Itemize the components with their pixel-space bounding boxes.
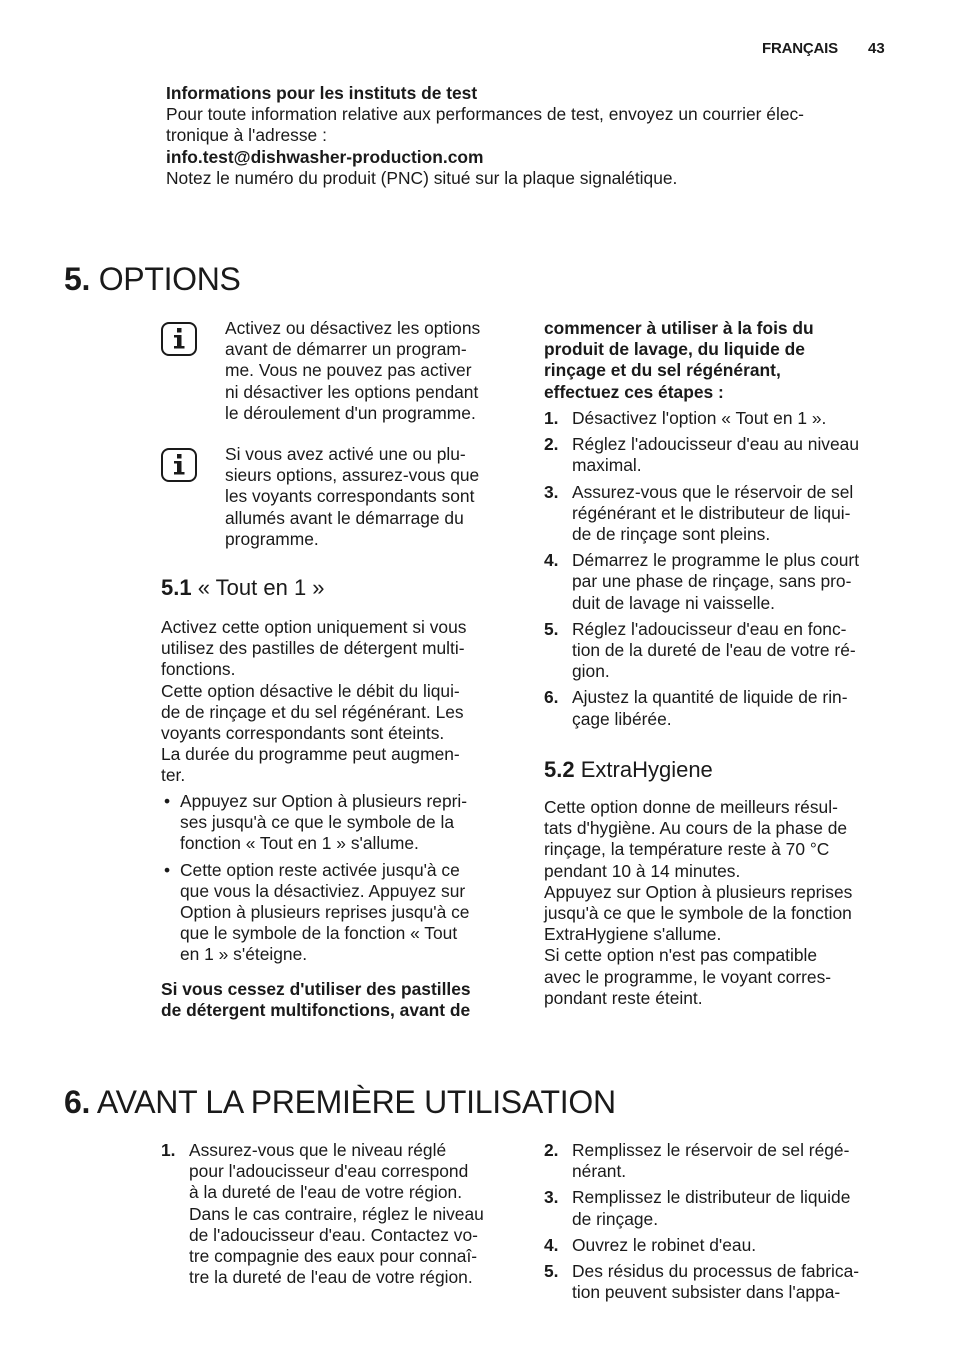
- note-line: sieurs options, assurez-vous que: [225, 465, 480, 486]
- item-line: pour l'adoucisseur d'eau correspond: [189, 1161, 469, 1182]
- paragraph-line: voyants correspondants sont éteints.: [161, 723, 445, 744]
- step-number: 1.: [544, 408, 559, 428]
- step-item: [544, 482, 904, 546]
- item-line: Ajustez la quantité de liquide de rin-: [572, 687, 848, 708]
- test-info-block: [166, 83, 906, 189]
- item-line: tion de la dureté de l'eau de votre ré-: [572, 640, 856, 661]
- bullet-marker: •: [164, 791, 171, 811]
- item-line: par une phase de rinçage, sans pro-: [572, 571, 852, 592]
- step-item: [161, 1140, 521, 1288]
- item-line: Dans le cas contraire, réglez le niveau: [189, 1203, 484, 1224]
- step-number: 1.: [161, 1140, 176, 1160]
- note-line: Activez ou désactivez les options: [225, 318, 481, 338]
- item-line: à la dureté de l'eau de votre région.: [189, 1182, 463, 1203]
- item-line: fonction « Tout en 1 » s'allume.: [180, 833, 419, 854]
- item-line: Des résidus du processus de fabrica-: [572, 1261, 860, 1282]
- note-line: avant de démarrer un program-: [225, 339, 467, 360]
- step-item: [544, 1140, 904, 1182]
- item-line: Ouvrez le robinet d'eau.: [572, 1234, 757, 1255]
- note-line: programme.: [225, 528, 319, 549]
- step-number: 6.: [544, 687, 559, 708]
- test-email[interactable]: info.test@dishwasher-production.com: [166, 146, 484, 167]
- info-icon: [161, 322, 197, 356]
- note-line: Si vous avez activé une ou plu-: [225, 444, 466, 464]
- subsection-5-1-heading: [161, 574, 325, 602]
- paragraph-line: ter.: [161, 765, 186, 786]
- section-title: AVANT LA PREMIÈRE UTILISATION: [96, 1084, 616, 1120]
- paragraph-line: Cette option donne de meilleurs résul-: [544, 797, 838, 817]
- step-item: [544, 1187, 904, 1229]
- test-info-line: Notez le numéro du produit (PNC) situé sur la plaque signalétique.: [166, 167, 678, 188]
- item-line: gion.: [572, 661, 610, 682]
- paragraph-line: fonctions.: [161, 659, 236, 680]
- note-line: me. Vous ne pouvez pas activer: [225, 360, 472, 381]
- item-line: de l'adoucisseur d'eau. Contactez vo-: [189, 1224, 478, 1245]
- paragraph-line: utilisez des pastilles de détergent multi-: [161, 638, 465, 659]
- item-line: que le symbole de la fonction « Tout: [180, 923, 458, 944]
- section-number: 5.: [64, 261, 91, 297]
- info-note: [225, 318, 525, 424]
- bold-line: produit de lavage, du liquide de: [544, 339, 805, 360]
- step-item: [544, 1235, 904, 1256]
- item-line: régénérant et le distributeur de liqui-: [572, 502, 851, 523]
- paragraph-line: jusqu'à ce que le symbole de la fonction: [544, 903, 852, 924]
- item-line: Réglez l'adoucisseur d'eau au niveau: [572, 434, 860, 455]
- item-line: Remplissez le réservoir de sel régé-: [572, 1140, 850, 1160]
- step-number: 5.: [544, 618, 559, 639]
- bullet-item: [161, 791, 521, 855]
- steps-list: [161, 1140, 521, 1293]
- item-line: nérant.: [572, 1161, 627, 1182]
- paragraph-line: La durée du programme peut augmen-: [161, 744, 460, 765]
- item-line: Désactivez l'option « Tout en 1 ».: [572, 408, 827, 428]
- step-number: 2.: [544, 1140, 559, 1160]
- note-line: ni désactiver les options pendant: [225, 381, 479, 402]
- item-line: Réglez l'adoucisseur d'eau en fonc-: [572, 618, 847, 639]
- test-info-line: tronique à l'adresse :: [166, 125, 327, 146]
- item-line: en 1 » s'éteigne.: [180, 944, 308, 965]
- subsection-number: 5.2: [544, 757, 575, 782]
- item-line: tre compagnie des eaux pour connaî-: [189, 1246, 478, 1267]
- item-line: Remplissez le distributeur de liquide: [572, 1187, 851, 1208]
- note-line: les voyants correspondants sont: [225, 486, 475, 507]
- section-title: OPTIONS: [98, 261, 241, 297]
- subsection-5-2-heading: [544, 756, 713, 784]
- item-line: maximal.: [572, 455, 642, 476]
- page-number: 43: [868, 40, 885, 57]
- paragraph-line: pondant reste éteint.: [544, 987, 703, 1008]
- subsection-paragraph: [161, 617, 521, 787]
- step-number: 3.: [544, 1187, 559, 1208]
- paragraph-line: rinçage, la température reste à 70 °C: [544, 839, 830, 860]
- step-number: 3.: [544, 481, 559, 502]
- paragraph-line: avec le programme, le voyant corres-: [544, 966, 832, 987]
- step-number: 2.: [544, 434, 559, 455]
- subsection-number: 5.1: [161, 575, 192, 600]
- section-6-heading: [64, 1083, 616, 1121]
- steps-list: [544, 408, 904, 735]
- item-line: tre la dureté de l'eau de votre région.: [189, 1267, 473, 1288]
- bold-line: rinçage et du sel régénérant,: [544, 360, 781, 381]
- step-item: [544, 1261, 904, 1303]
- paragraph-line: Cette option désactive le débit du liqui-: [161, 680, 460, 701]
- item-line: Appuyez sur Option à plusieurs repri-: [180, 791, 468, 811]
- step-item: [544, 434, 904, 476]
- bullet-item: [161, 860, 521, 966]
- item-line: Cette option reste activée jusqu'à ce: [180, 859, 460, 880]
- item-line: Démarrez le programme le plus court: [572, 550, 860, 571]
- item-line: ses jusqu'à ce que le symbole de la: [180, 812, 455, 833]
- paragraph-line: de de rinçage et du sel régénérant. Les: [161, 701, 464, 722]
- step-number: 5.: [544, 1261, 559, 1282]
- item-line: de rinçage.: [572, 1208, 659, 1229]
- test-info-line: Pour toute information relative aux performances de test, envoyez un courrier élec-: [166, 104, 804, 125]
- bold-line: effectuez ces étapes :: [544, 381, 724, 402]
- steps-list: [544, 1140, 904, 1308]
- paragraph-line: Appuyez sur Option à plusieurs reprises: [544, 881, 853, 902]
- item-line: de de rinçage sont pleins.: [572, 524, 771, 545]
- bold-line: Si vous cessez d'utiliser des pastilles: [161, 979, 471, 999]
- paragraph-line: pendant 10 à 14 minutes.: [544, 860, 741, 881]
- paragraph-line: Si cette option n'est pas compatible: [544, 945, 818, 966]
- item-line: duit de lavage ni vaisselle.: [572, 592, 776, 613]
- subsection-title: ExtraHygiene: [580, 757, 713, 782]
- step-item: [544, 687, 904, 729]
- bold-instruction: [161, 979, 521, 1021]
- item-line: çage libérée.: [572, 708, 672, 729]
- section-5-heading: [64, 260, 241, 298]
- info-icon: [161, 448, 197, 482]
- section-number: 6.: [64, 1084, 91, 1120]
- item-line: Assurez-vous que le réservoir de sel: [572, 481, 854, 502]
- bullet-list: [161, 791, 521, 971]
- step-item: [544, 408, 904, 429]
- test-info-title: Informations pour les instituts de test: [166, 83, 478, 103]
- bold-line: de détergent multifonctions, avant de: [161, 1000, 471, 1021]
- step-number: 4.: [544, 1234, 559, 1255]
- step-item: [544, 619, 904, 683]
- item-line: tion peuvent subsister dans l'appa-: [572, 1282, 841, 1303]
- bullet-marker: •: [164, 859, 171, 880]
- subsection-paragraph: [544, 797, 904, 1009]
- note-line: allumés avant le démarrage du: [225, 507, 464, 528]
- info-note: [225, 444, 525, 550]
- item-line: Assurez-vous que le niveau réglé: [189, 1140, 447, 1160]
- note-line: le déroulement d'un programme.: [225, 402, 476, 423]
- bold-line: commencer à utiliser à la fois du: [544, 318, 814, 338]
- header-language: FRANÇAIS: [762, 40, 838, 57]
- paragraph-line: ExtraHygiene s'allume.: [544, 924, 722, 945]
- paragraph-line: tats d'hygiène. Au cours de la phase de: [544, 818, 848, 839]
- item-line: Option à plusieurs reprises jusqu'à ce: [180, 902, 470, 923]
- step-item: [544, 550, 904, 614]
- step-number: 4.: [544, 550, 559, 571]
- bold-instruction-continued: [544, 318, 904, 403]
- item-line: que vous la désactiviez. Appuyez sur: [180, 880, 466, 901]
- paragraph-line: Activez cette option uniquement si vous: [161, 617, 467, 637]
- subsection-title: « Tout en 1 »: [197, 575, 325, 600]
